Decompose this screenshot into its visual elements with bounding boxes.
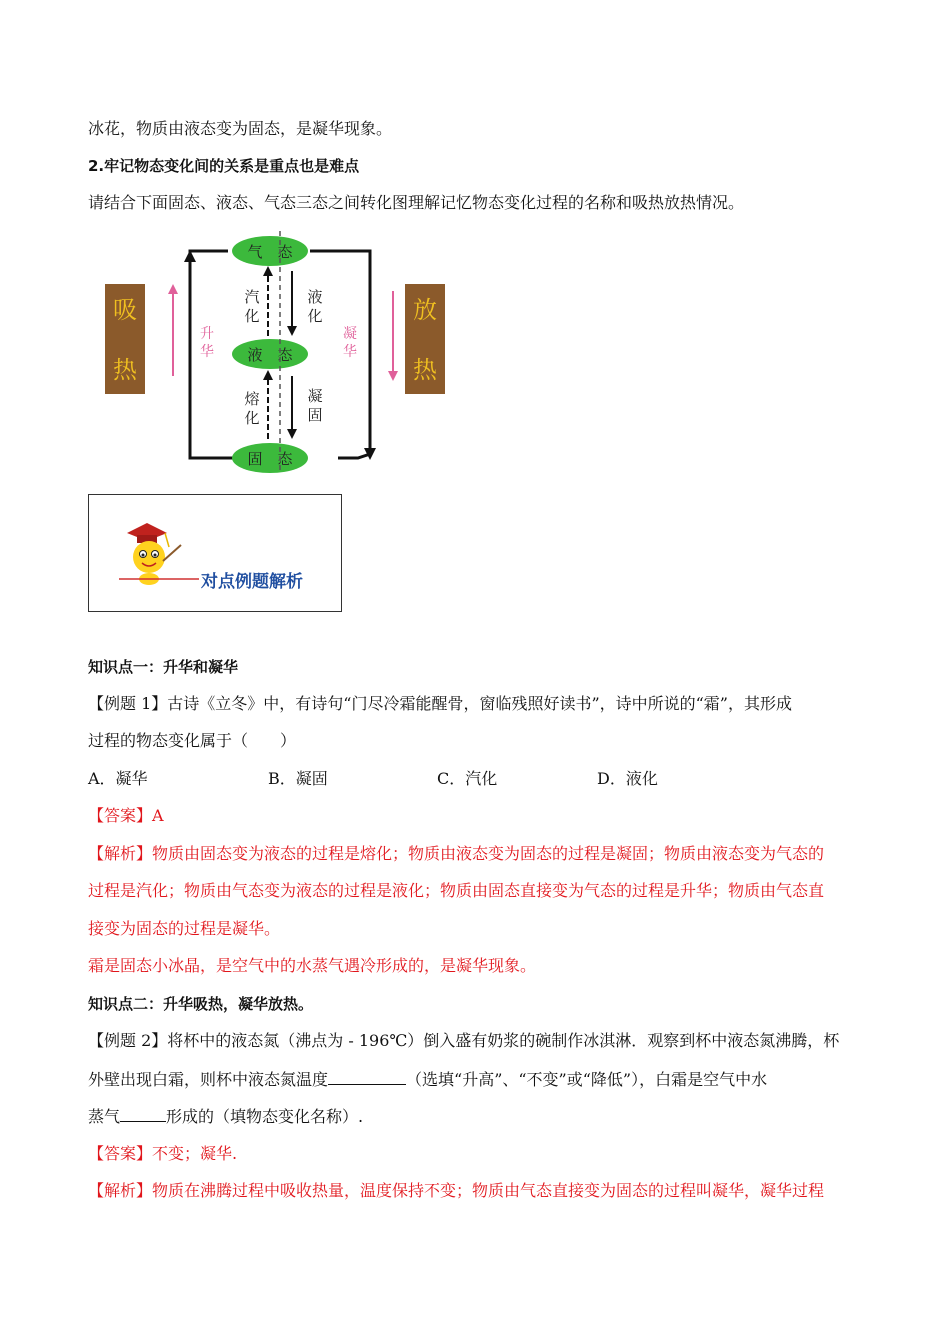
absorb-heat-char1: 吸 xyxy=(113,296,137,324)
solidification-label-2: 固 xyxy=(307,406,323,424)
solidification-label-1: 凝 xyxy=(307,387,323,405)
gas-state-label: 气 态 xyxy=(247,243,293,261)
example-2-question-line-3-start: 蒸气 xyxy=(88,1107,121,1126)
example-1-analysis-line-1: 【解析】物质由固态变为液态的过程是熔化；物质由液态变为固态的过程是凝固；物质由液态变为气态的 xyxy=(88,844,825,863)
vaporization-label-2: 化 xyxy=(244,307,260,325)
knowledge-point-1-heading: 知识点一：升华和凝华 xyxy=(88,658,239,676)
vaporization-label-1: 汽 xyxy=(244,288,260,306)
release-heat-char2: 热 xyxy=(413,356,437,384)
option-a: A．凝华 xyxy=(88,769,148,788)
option-b: B．凝固 xyxy=(268,769,328,788)
section-heading: 2.牢记物态变化间的关系是重点也是难点 xyxy=(88,157,360,175)
example-2-question-line-2-end: （选填“升高”、“不变”或“降低”），白霜是空气中水 xyxy=(406,1070,768,1089)
sublimation-label-2: 华 xyxy=(200,344,214,360)
example-1-question-line-1: 【例题 1】古诗《立冬》中，有诗句“门尽冷霜能醒骨，窗临残照好读书”，诗中所说的“霜”，其形成 xyxy=(88,694,792,713)
solidification-arrow xyxy=(287,429,297,439)
state-change-diagram xyxy=(100,226,460,476)
absorb-heat-char2: 热 xyxy=(113,356,137,384)
melting-arrow xyxy=(263,370,273,380)
mascot-graduate-icon xyxy=(89,495,341,611)
intro-instruction: 请结合下面固态、液态、气态三态之间转化图理解记忆物态变化过程的名称和吸热放热情况。 xyxy=(88,193,745,212)
liquid-state-label: 液 态 xyxy=(247,346,293,364)
liquefaction-arrow xyxy=(287,326,297,336)
blank-state-change[interactable] xyxy=(120,1105,166,1122)
intro-line: 冰花，物质由液态变为固态，是凝华现象。 xyxy=(88,119,393,138)
knowledge-point-2-heading: 知识点二：升华吸热，凝华放热。 xyxy=(88,995,314,1013)
example-1-analysis-line-3: 接变为固态的过程是凝华。 xyxy=(88,919,281,938)
deposition-path xyxy=(310,251,370,458)
example-2-question-line-2-start: 外壁出现白霜，则杯中液态氮温度 xyxy=(88,1070,329,1089)
option-c: C．汽化 xyxy=(437,769,498,788)
melting-label-1: 熔 xyxy=(244,390,260,408)
liquefaction-label-2: 化 xyxy=(307,307,323,325)
vaporization-arrow xyxy=(263,266,273,276)
solid-state-label: 固 态 xyxy=(247,450,293,468)
banner-title: 对点例题解析 xyxy=(201,572,303,592)
option-d: D．液化 xyxy=(597,769,658,788)
liquefaction-label-1: 液 xyxy=(307,288,323,306)
example-2-analysis-line-1: 【解析】物质在沸腾过程中吸收热量，温度保持不变；物质由气态直接变为固态的过程叫凝华，凝华过程 xyxy=(88,1181,825,1200)
release-heat-char1: 放 xyxy=(413,296,437,324)
example-2-answer: 【答案】不变；凝华. xyxy=(88,1144,238,1163)
example-1-question-line-2: 过程的物态变化属于（ ） xyxy=(88,731,297,750)
deposition-label-1: 凝 xyxy=(343,326,357,342)
example-1-answer: 【答案】A xyxy=(88,806,164,825)
sublimation-label-1: 升 xyxy=(200,326,214,342)
example-2-question-line-1: 【例题 2】将杯中的液态氮（沸点为 - 196℃）倒入盛有奶浆的碗制作冰淇淋．观察到杯中液态氮沸腾，杯 xyxy=(88,1031,840,1050)
deposition-label-2: 华 xyxy=(343,344,357,360)
example-2-question-line-3-end: 形成的（填物态变化名称）. xyxy=(166,1107,364,1126)
example-1-analysis-line-2: 过程是汽化；物质由气态变为液态的过程是液化；物质由固态直接变为气态的过程是升华；物质由气态直 xyxy=(88,881,825,900)
example-1-analysis-line-4: 霜是固态小冰晶，是空气中的水蒸气遇冷形成的，是凝华现象。 xyxy=(88,956,537,975)
example-2-question-line-3 xyxy=(88,1105,363,1128)
melting-label-2: 化 xyxy=(244,409,260,427)
example-2-question-line-2 xyxy=(88,1068,767,1091)
blank-temperature[interactable] xyxy=(328,1068,406,1085)
example-analysis-banner xyxy=(88,494,342,612)
